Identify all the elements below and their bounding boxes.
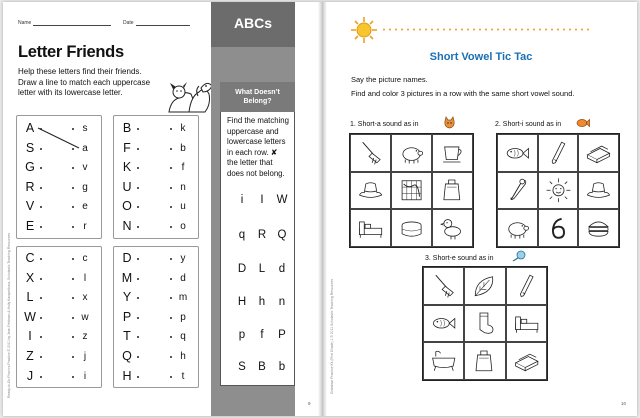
side-credit-right: Grammar Practice Kit (First Grade) 1 © 2011 Scholastic Teaching Resources bbox=[330, 278, 334, 394]
date-field[interactable] bbox=[123, 20, 190, 26]
fish-icon bbox=[428, 309, 459, 338]
page-number-right: 10 bbox=[621, 401, 627, 406]
wdb-row-6[interactable]: S B b bbox=[238, 361, 286, 373]
six-icon bbox=[543, 214, 574, 243]
wdb-row-2[interactable]: q R Q bbox=[238, 229, 287, 241]
upper-dot[interactable] bbox=[137, 278, 139, 280]
cup-icon bbox=[437, 139, 468, 168]
grid-cell[interactable] bbox=[391, 172, 432, 210]
instructions: Help these letters find their friends. Draw a line to match each uppercase letter with its lowercase letter. bbox=[18, 67, 151, 97]
pen-icon bbox=[511, 272, 542, 301]
lower-dot[interactable] bbox=[72, 128, 74, 130]
broom-icon bbox=[355, 139, 386, 168]
lower-dot[interactable] bbox=[72, 278, 74, 280]
grid-cell[interactable] bbox=[464, 305, 505, 343]
dog-cat-illustration bbox=[165, 72, 213, 118]
grid-1-label: 1. Short-a sound as in bbox=[350, 121, 419, 128]
lower-dot[interactable] bbox=[72, 356, 74, 358]
cake-icon bbox=[396, 214, 427, 243]
grid-cell[interactable] bbox=[432, 209, 473, 247]
wdb-row-5[interactable]: p f P bbox=[238, 329, 286, 341]
upper-column-4: D M Y P T Q H bbox=[121, 251, 133, 383]
lower-dot[interactable] bbox=[72, 376, 74, 378]
lower-dot[interactable] bbox=[170, 278, 172, 280]
hat-icon bbox=[583, 176, 614, 205]
bag-icon bbox=[469, 347, 500, 376]
name-field[interactable] bbox=[18, 20, 111, 26]
upper-dot[interactable] bbox=[137, 187, 139, 189]
books-icon bbox=[583, 139, 614, 168]
upper-dot[interactable] bbox=[137, 317, 139, 319]
book-gutter bbox=[318, 2, 327, 416]
grid-cell[interactable] bbox=[538, 209, 579, 247]
lower-column-3: c l x w z j i bbox=[81, 253, 89, 382]
page-number: 9 bbox=[308, 401, 311, 406]
upper-dot[interactable] bbox=[40, 278, 42, 280]
wdb-row-4[interactable]: H h n bbox=[237, 296, 286, 308]
duck-icon bbox=[437, 214, 468, 243]
grid-cell[interactable] bbox=[432, 134, 473, 172]
grid-cell[interactable] bbox=[578, 134, 619, 172]
books-icon bbox=[511, 347, 542, 376]
lower-dot[interactable] bbox=[72, 187, 74, 189]
net-icon bbox=[512, 250, 526, 262]
upper-dot[interactable] bbox=[40, 128, 42, 130]
lower-dot[interactable] bbox=[170, 376, 172, 378]
left-page bbox=[3, 2, 320, 416]
wdb-row-1[interactable]: i I W bbox=[240, 194, 288, 206]
upper-column-1: A S G R V E bbox=[25, 121, 35, 233]
grid-3-label: 3. Short-e sound as in bbox=[425, 255, 494, 262]
lower-dot[interactable] bbox=[72, 258, 74, 260]
grid-cell[interactable] bbox=[578, 209, 619, 247]
map-icon bbox=[396, 176, 427, 205]
dotted-decoration bbox=[381, 28, 593, 31]
upper-dot[interactable] bbox=[137, 376, 139, 378]
example-match-line bbox=[16, 115, 102, 239]
what-doesnt-belong-title: What Doesn’t Belong? bbox=[220, 82, 295, 112]
grid-cell[interactable] bbox=[432, 172, 473, 210]
leaf-icon bbox=[469, 272, 500, 301]
upper-column-2: B F K U O N bbox=[122, 121, 132, 233]
upper-dot[interactable] bbox=[40, 258, 42, 260]
sock-icon bbox=[469, 309, 500, 338]
lower-dot[interactable] bbox=[170, 258, 172, 260]
sun-icon bbox=[543, 176, 574, 205]
grid-cell[interactable] bbox=[497, 209, 538, 247]
grid-cell[interactable] bbox=[391, 134, 432, 172]
lower-dot[interactable] bbox=[72, 317, 74, 319]
tic-tac-grid-1 bbox=[349, 133, 474, 248]
grid-cell[interactable] bbox=[350, 134, 391, 172]
grid-cell[interactable] bbox=[538, 134, 579, 172]
upper-dot[interactable] bbox=[137, 148, 139, 150]
lower-column-2: k b f n u o bbox=[180, 123, 186, 232]
grid-cell[interactable] bbox=[578, 172, 619, 210]
grid-cell[interactable] bbox=[350, 172, 391, 210]
fish-icon bbox=[576, 117, 590, 129]
lower-column-1: s a v g e r bbox=[82, 123, 88, 232]
grid-cell[interactable] bbox=[464, 267, 505, 305]
book-spread bbox=[3, 2, 637, 416]
tic-tac-grid-3 bbox=[422, 266, 548, 381]
grid-cell[interactable] bbox=[506, 342, 547, 380]
grid-cell[interactable] bbox=[497, 134, 538, 172]
broom-icon bbox=[428, 272, 459, 301]
lower-dot[interactable] bbox=[170, 226, 172, 228]
wdb-row-3[interactable]: D L d bbox=[237, 263, 286, 275]
pig-icon bbox=[396, 139, 427, 168]
lower-dot[interactable] bbox=[170, 317, 172, 319]
grid-cell[interactable] bbox=[423, 267, 464, 305]
lower-dot[interactable] bbox=[72, 226, 74, 228]
upper-dot[interactable] bbox=[137, 258, 139, 260]
lower-dot[interactable] bbox=[170, 187, 172, 189]
grid-2-label: 2. Short-i sound as in bbox=[495, 121, 562, 128]
grid-cell[interactable] bbox=[538, 172, 579, 210]
name-label: Name bbox=[18, 20, 32, 26]
upper-dot[interactable] bbox=[40, 187, 42, 189]
bed-icon bbox=[355, 214, 386, 243]
lower-dot[interactable] bbox=[170, 356, 172, 358]
upper-dot[interactable] bbox=[137, 226, 139, 228]
grid-cell[interactable] bbox=[506, 267, 547, 305]
upper-dot[interactable] bbox=[40, 356, 42, 358]
what-doesnt-belong-instructions: Find the matching uppercase and lowercase letters in each row. ✘ the letter that does not belong. bbox=[227, 116, 289, 178]
grid-cell[interactable] bbox=[464, 342, 505, 380]
grid-cell[interactable] bbox=[423, 342, 464, 380]
page-title-right: Short Vowel Tic Tac bbox=[429, 51, 533, 63]
tub-icon bbox=[428, 347, 459, 376]
hat-icon bbox=[355, 176, 386, 205]
upper-dot[interactable] bbox=[40, 376, 42, 378]
upper-dot[interactable] bbox=[40, 226, 42, 228]
pin-icon bbox=[502, 176, 533, 205]
fish-icon bbox=[502, 139, 533, 168]
lower-dot[interactable] bbox=[170, 148, 172, 150]
tic-tac-grid-2 bbox=[496, 133, 620, 248]
burger-icon bbox=[583, 214, 614, 243]
grid-cell[interactable] bbox=[506, 305, 547, 343]
pig-icon bbox=[502, 214, 533, 243]
lower-dot[interactable] bbox=[170, 128, 172, 130]
page-title: Letter Friends bbox=[18, 43, 124, 61]
upper-column-3: C X L W I Z J bbox=[24, 251, 36, 383]
upper-dot[interactable] bbox=[40, 317, 42, 319]
lower-dot[interactable] bbox=[72, 148, 74, 150]
upper-dot[interactable] bbox=[137, 128, 139, 130]
bed-icon bbox=[511, 309, 542, 338]
grid-cell[interactable] bbox=[423, 305, 464, 343]
grid-cell[interactable] bbox=[497, 172, 538, 210]
grid-cell[interactable] bbox=[391, 209, 432, 247]
upper-dot[interactable] bbox=[40, 148, 42, 150]
date-label: Date bbox=[123, 20, 134, 26]
side-credit: Ready-to-Go Phonics Practice © 2010 by Jean Feldman & Holly Karapetkova, Scholastic Teaching Resources bbox=[7, 232, 11, 398]
pen-icon bbox=[543, 139, 574, 168]
lower-column-4: y d m p q h t bbox=[178, 253, 188, 382]
sun-icon bbox=[350, 16, 378, 44]
bag-icon bbox=[437, 176, 468, 205]
instructions-right: Say the picture names. Find and color 3 pictures in a row with the same short vowel sound. bbox=[351, 75, 575, 98]
cat-icon bbox=[443, 116, 456, 130]
abcs-label: ABCs bbox=[233, 15, 273, 31]
grid-cell[interactable] bbox=[350, 209, 391, 247]
upper-dot[interactable] bbox=[137, 356, 139, 358]
